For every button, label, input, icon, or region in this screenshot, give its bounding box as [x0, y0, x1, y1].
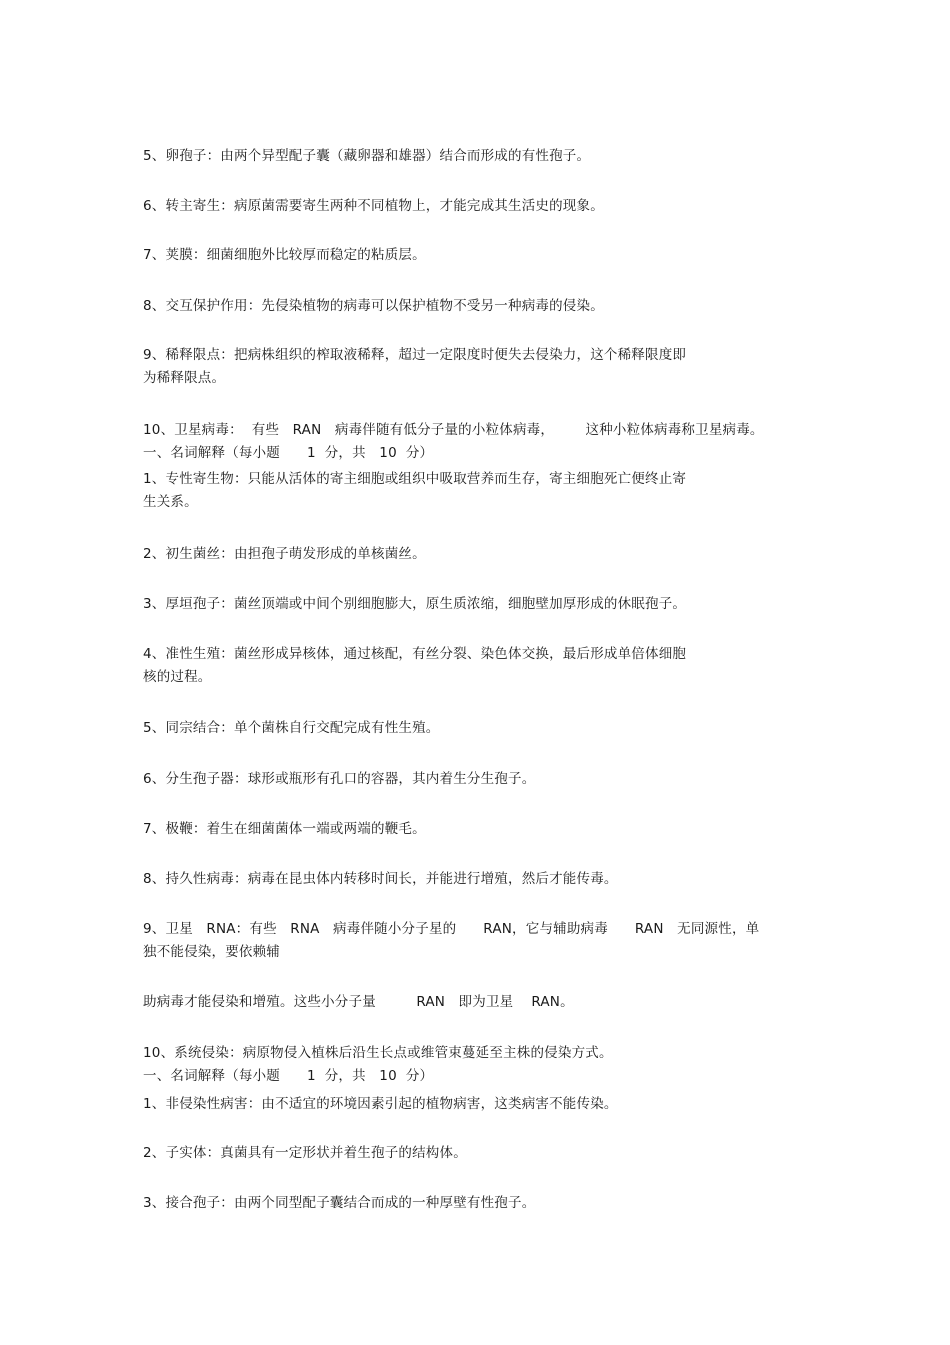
text-line: 生关系。 [143, 494, 198, 510]
text-line: 3、接合孢子：由两个同型配子囊结合而成的一种厚壁有性孢子。 [143, 1195, 536, 1211]
text-line: 2、初生菌丝：由担孢子萌发形成的单核菌丝。 [143, 546, 426, 562]
section-heading: 一、名词解释（每小题 1 分，共 10 分） [143, 445, 434, 461]
text-line: 1、非侵染性病害：由不适宜的环境因素引起的植物病害，这类病害不能传染。 [143, 1096, 618, 1112]
text-line: 8、交互保护作用：先侵染植物的病毒可以保护植物不受另一种病毒的侵染。 [143, 298, 604, 314]
text-line: 9、稀释限点：把病株组织的榨取液稀释，超过一定限度时便失去侵染力，这个稀释限度即 [143, 347, 687, 363]
text-line: 10、系统侵染：病原物侵入植株后沿生长点或维管束蔓延至主株的侵染方式。 [143, 1045, 613, 1061]
text-line: 6、转主寄生：病原菌需要寄生两种不同植物上，才能完成其生活史的现象。 [143, 198, 604, 214]
text-line: 为稀释限点。 [143, 370, 226, 386]
text-line: 1、专性寄生物：只能从活体的寄主细胞或组织中吸取营养而生存，寄主细胞死亡便终止寄 [143, 471, 687, 487]
text-line: 5、卵孢子：由两个异型配子囊（藏卵器和雄器）结合而形成的有性孢子。 [143, 148, 591, 164]
text-line: 5、同宗结合：单个菌株自行交配完成有性生殖。 [143, 720, 440, 736]
text-line: 7、荚膜：细菌细胞外比较厚而稳定的粘质层。 [143, 247, 426, 263]
text-line: 10、卫星病毒： 有些 RAN 病毒伴随有低分子量的小粒体病毒， 这种小粒体病毒称卫星病毒。 [143, 422, 764, 438]
text-line: 6、分生孢子器：球形或瓶形有孔口的容器，其内着生分生孢子。 [143, 771, 536, 787]
text-line: 助病毒才能侵染和增殖。这些小分子量 RAN 即为卫星 RAN。 [143, 994, 574, 1010]
text-line: 独不能侵染，要依赖辅 [143, 944, 280, 960]
section-heading: 一、名词解释（每小题 1 分，共 10 分） [143, 1068, 434, 1084]
text-line: 7、极鞭：着生在细菌菌体一端或两端的鞭毛。 [143, 821, 426, 837]
text-line: 4、准性生殖：菌丝形成异核体，通过核配，有丝分裂、染色体交换，最后形成单倍体细胞 [143, 646, 687, 662]
text-line: 核的过程。 [143, 669, 212, 685]
text-line: 2、子实体：真菌具有一定形状并着生孢子的结构体。 [143, 1145, 467, 1161]
text-line: 3、厚垣孢子：菌丝顶端或中间个别细胞膨大，原生质浓缩，细胞壁加厚形成的休眠孢子。 [143, 596, 687, 612]
text-line: 9、卫星 RNA：有些 RNA 病毒伴随小分子星的 RAN，它与辅助病毒 RAN 无同源性，单 [143, 921, 760, 937]
text-line: 8、持久性病毒：病毒在昆虫体内转移时间长，并能进行增殖，然后才能传毒。 [143, 871, 618, 887]
